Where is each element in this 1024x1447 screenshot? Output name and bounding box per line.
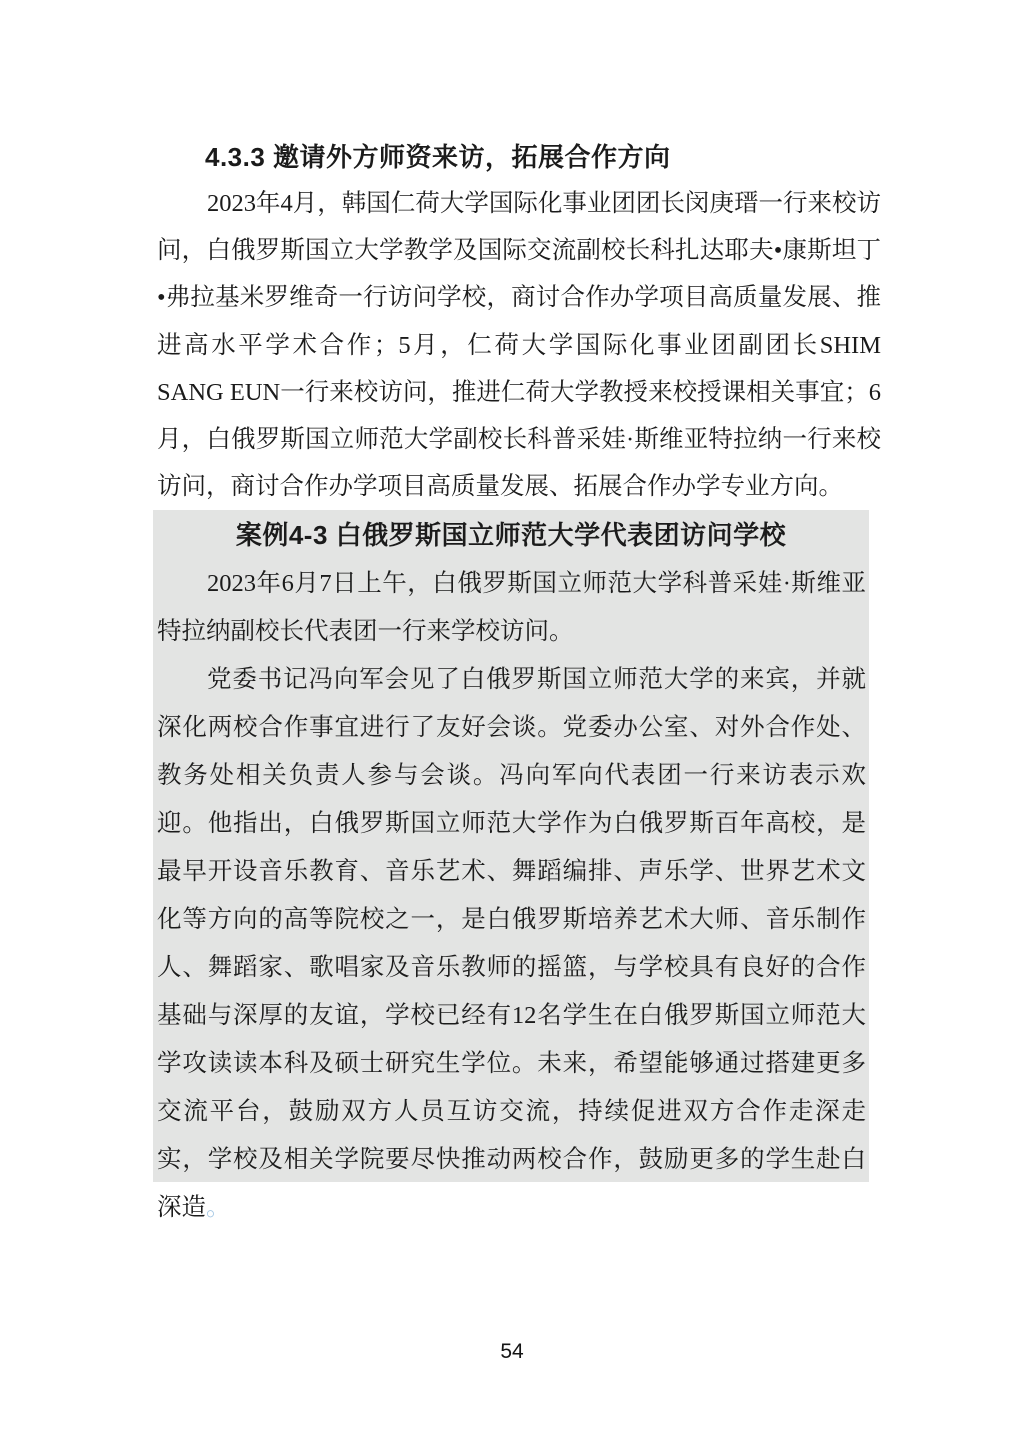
proofreading-period-mark: 。	[206, 1194, 231, 1221]
section-heading: 4.3.3 邀请外方师资来访，拓展合作方向	[205, 142, 671, 172]
page-number: 54	[500, 1340, 524, 1363]
case-paragraph-main	[153, 656, 869, 1232]
case-paragraph-main-text: 党委书记冯向军会见了白俄罗斯国立师范大学的来宾，并就深化两校合作事宜进行了友好会谈。党委办公室、对外合作处、教务处相关负责人参与会谈。冯向军向代表团一行来访表示欢迎。他指出，白俄罗斯国立师范大学作为白俄罗斯百年高校，是最早开设音乐教育、音乐艺术、舞蹈编排、声乐学、世界艺术文化等方向的高等院校之一，是白俄罗斯培养艺术大师、音乐制作人、舞蹈家、歌唱家及音乐教师的摇篮，与学校具有良好的合作基础与深厚的友谊，学校已经有12名学生在白俄罗斯国立师范大学攻读读本科及硕士研究生学位。未来，希望能够通过搭建更多交流平台，鼓励双方人员互访交流，持续促进双方合作走深走实，学校及相关学院要尽快推动两校合作，鼓励更多的学生赴白深造	[157, 666, 866, 1221]
case-study-box	[153, 510, 869, 1221]
intro-paragraph: 2023年4月，韩国仁荷大学国际化事业团团长闵庚瑨一行来校访问，白俄罗斯国立大学教学及国际交流副校长科扎达耶夫•康斯坦丁•弗拉基米罗维奇一行访问学校，商讨合作办学项目高质量发展、推进高水平学术合作；5月，仁荷大学国际化事业团副团长SHIM SANG EUN一行来校访问，推进仁荷大学教授来校授课相关事宜；6月，白俄罗斯国立师范大学副校长科普采娃·斯维亚特拉纳一行来校访问，商讨合作办学项目高质量发展、拓展合作办学专业方向。	[157, 190, 881, 501]
case-paragraph-first: 2023年6月7日上午，白俄罗斯国立师范大学科普采娃·斯维亚特拉纳副校长代表团一行来学校访问。	[157, 570, 866, 645]
case-title: 案例4-3 白俄罗斯国立师范大学代表团访问学校	[235, 520, 787, 550]
